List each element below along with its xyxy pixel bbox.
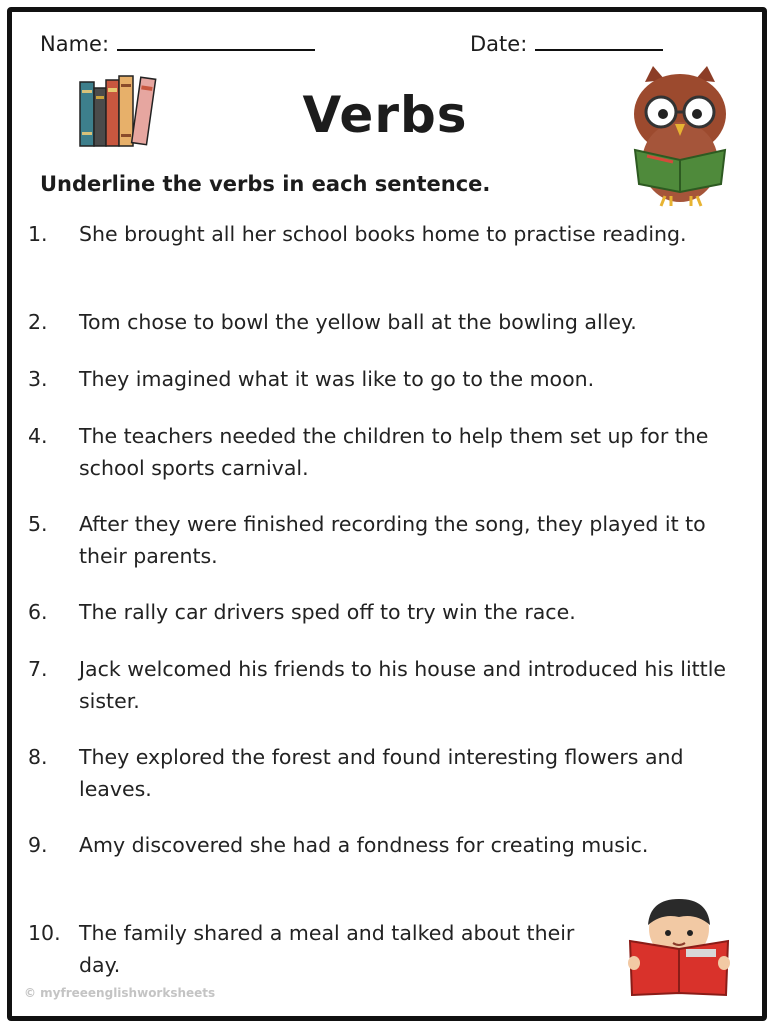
page-title: Verbs [302,86,468,144]
item-sentence[interactable]: She brought all her school books home to practise reading. [79,222,687,246]
child-reading-icon [626,895,732,997]
watermark: © myfreeenglishworksheets [24,986,216,1000]
item-number: 10. [28,921,61,945]
item-number: 2. [28,310,48,334]
name-field [40,32,315,56]
item-number: 7. [28,657,48,681]
item-sentence[interactable]: After they were finished recording the song, they played it to their parents. [79,512,706,568]
item-number: 5. [28,512,48,536]
item-number: 3. [28,367,48,391]
item-sentence[interactable]: They explored the forest and found interesting flowers and leaves. [79,745,684,801]
instruction: Underline the verbs in each sentence. [40,172,491,196]
item-number: 9. [28,833,48,857]
item-sentence[interactable]: The teachers needed the children to help them set up for the school sports carnival. [79,424,709,480]
item-sentence[interactable]: The family shared a meal and talked about their day. [79,921,575,977]
item-number: 6. [28,600,48,624]
date-field [470,32,663,56]
item-number: 1. [28,222,48,246]
item-sentence[interactable]: Jack welcomed his friends to his house and introduced his little sister. [79,657,727,713]
item-sentence[interactable]: Tom chose to bowl the yellow ball at the bowling alley. [79,310,637,334]
item-number: 4. [28,424,48,448]
name-blank[interactable] [117,35,315,51]
name-label: Name: [40,32,110,56]
item-sentence[interactable]: They imagined what it was like to go to the moon. [79,367,595,391]
date-label: Date: [470,32,528,56]
date-blank[interactable] [535,35,663,51]
item-number: 8. [28,745,48,769]
item-sentence[interactable]: Amy discovered she had a fondness for creating music. [79,833,649,857]
item-sentence[interactable]: The rally car drivers sped off to try win the race. [79,600,576,624]
